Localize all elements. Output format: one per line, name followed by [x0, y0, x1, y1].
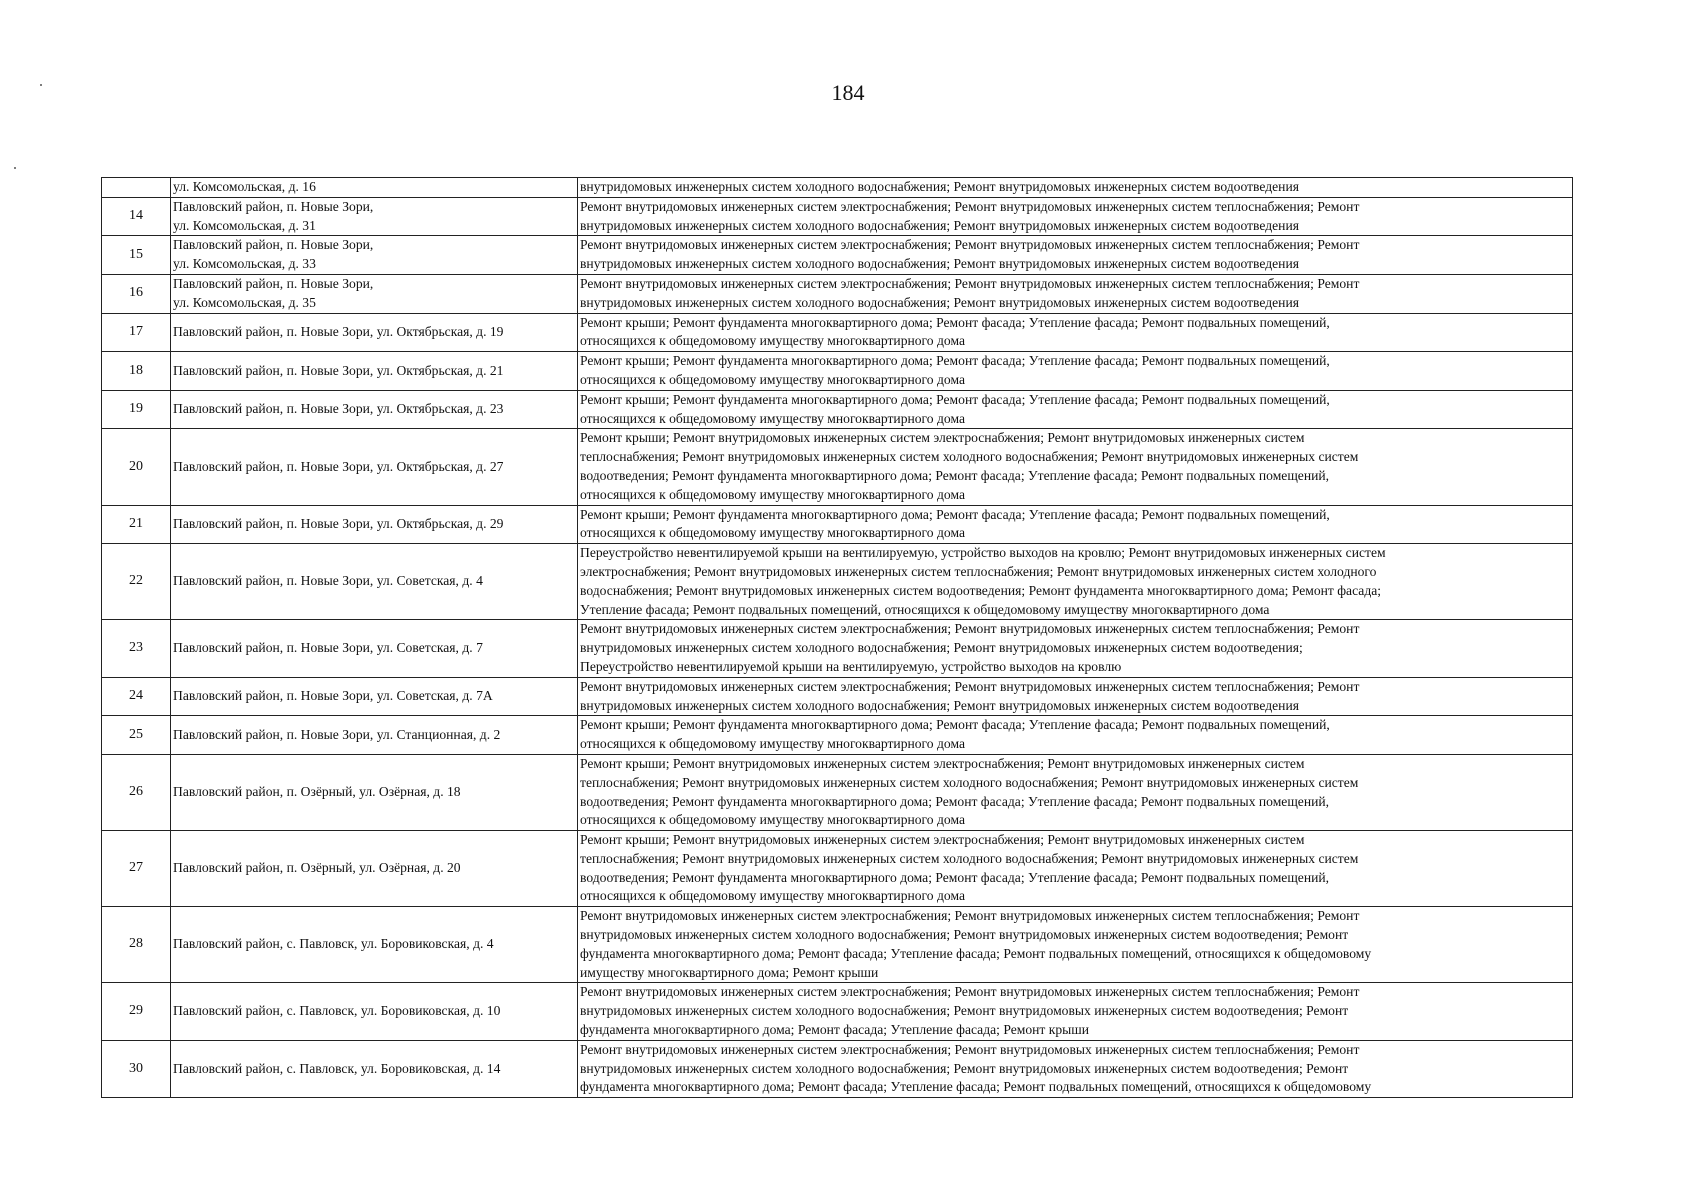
address-cell [171, 178, 578, 198]
row-number-cell [102, 620, 171, 677]
row-number-cell-line: 17 [129, 323, 143, 339]
address-cell [171, 620, 578, 677]
table-row [102, 983, 1573, 1040]
row-number-cell [102, 754, 171, 830]
address-cell-line: ул. Комсомольская, д. 16 [173, 179, 316, 194]
works-cell-line: Ремонт крыши; Ремонт внутридомовых инженерных систем электроснабжения; Ремонт внутридомовых инженерных систем [580, 832, 1305, 848]
table-row [102, 544, 1573, 620]
table-row [102, 274, 1573, 313]
works-cell-line: Ремонт внутридомовых инженерных систем электроснабжения; Ремонт внутридомовых инженерных систем теплоснабжения; Ремонт [580, 1041, 1360, 1057]
works-cell-line: внутридомовых инженерных систем холодного водоснабжения; Ремонт внутридомовых инженерных систем водоотведения [580, 256, 1299, 272]
address-cell-line: Павловский район, п. Озёрный, ул. Озёрная, д. 20 [173, 860, 461, 876]
works-cell-line: Ремонт крыши; Ремонт фундамента многоквартирного дома; Ремонт фасада; Утепление фасада; Ремонт подвальных помещений, [580, 717, 1330, 733]
works-table-container [101, 177, 1573, 1098]
works-cell-line: Ремонт крыши; Ремонт фундамента многоквартирного дома; Ремонт фасада; Утепление фасада; Ремонт подвальных помещений, [580, 353, 1330, 369]
address-cell [171, 907, 578, 983]
table-row [102, 677, 1573, 716]
row-number-cell-line: 28 [129, 936, 143, 952]
works-cell [578, 236, 1573, 275]
works-cell-line: Ремонт внутридомовых инженерных систем электроснабжения; Ремонт внутридомовых инженерных систем теплоснабжения; Ремонт [580, 198, 1360, 214]
works-cell-line: электроснабжения; Ремонт внутридомовых инженерных систем теплоснабжения; Ремонт внутридомовых инженерных систем холодного [580, 563, 1377, 579]
works-cell-line: внутридомовых инженерных систем холодного водоснабжения; Ремонт внутридомовых инженерных систем водоотведения [580, 697, 1299, 713]
table-row [102, 505, 1573, 544]
row-number-cell-line: 21 [129, 515, 143, 531]
works-cell [578, 505, 1573, 544]
table-row [102, 197, 1573, 236]
row-number-cell-line: 29 [129, 1003, 143, 1019]
address-cell-line: Павловский район, п. Новые Зори, [173, 198, 374, 214]
address-cell-line: Павловский район, п. Новые Зори, ул. Станционная, д. 2 [173, 726, 501, 742]
table-row [102, 390, 1573, 429]
scan-speck [40, 84, 42, 86]
works-cell-line: Ремонт внутридомовых инженерных систем электроснабжения; Ремонт внутридомовых инженерных систем теплоснабжения; Ремонт [580, 984, 1360, 1000]
address-cell-line: Павловский район, п. Новые Зори, [173, 275, 374, 291]
works-cell-line: Утепление фасада; Ремонт подвальных помещений, относящихся к общедомовому имуществу многоквартирного дома [580, 601, 1270, 617]
works-cell-line: Ремонт крыши; Ремонт фундамента многоквартирного дома; Ремонт фасада; Утепление фасада; Ремонт подвальных помещений, [580, 314, 1330, 330]
works-table-body [102, 178, 1573, 1098]
works-cell [578, 352, 1573, 391]
works-cell-line: Ремонт внутридомовых инженерных систем электроснабжения; Ремонт внутридомовых инженерных систем теплоснабжения; Ремонт [580, 237, 1360, 253]
row-number-cell [102, 178, 171, 198]
works-cell-line: Ремонт внутридомовых инженерных систем электроснабжения; Ремонт внутридомовых инженерных систем теплоснабжения; Ремонт [580, 908, 1360, 924]
works-cell [578, 754, 1573, 830]
row-number-cell [102, 313, 171, 352]
works-cell [578, 907, 1573, 983]
works-cell-line: теплоснабжения; Ремонт внутридомовых инженерных систем холодного водоснабжения; Ремонт внутридомовых инженерных систем [580, 850, 1359, 866]
address-cell [171, 390, 578, 429]
address-cell-line: Павловский район, п. Новые Зори, ул. Октябрьская, д. 21 [173, 362, 504, 378]
works-cell [578, 544, 1573, 620]
address-cell [171, 1040, 578, 1097]
table-row [102, 352, 1573, 391]
table-row [102, 831, 1573, 907]
row-number-cell [102, 1040, 171, 1097]
row-number-cell-line: 14 [129, 208, 143, 224]
works-cell [578, 274, 1573, 313]
row-number-cell [102, 677, 171, 716]
address-cell [171, 754, 578, 830]
address-cell-line: Павловский район, с. Павловск, ул. Боровиковская, д. 4 [173, 936, 494, 952]
works-cell-line: внутридомовых инженерных систем холодного водоснабжения; Ремонт внутридомовых инженерных систем водоотведения; Ремонт [580, 927, 1349, 943]
row-number-cell [102, 716, 171, 755]
works-cell-line: относящихся к общедомовому имуществу многоквартирного дома [580, 333, 965, 349]
works-cell-line: относящихся к общедомовому имуществу многоквартирного дома [580, 410, 965, 426]
row-number-cell-line: 16 [129, 285, 143, 301]
works-cell-line: Переустройство невентилируемой крыши на вентилируемую, устройство выходов на кровлю; Ремонт внутридомовых инженерных систем [580, 545, 1386, 561]
row-number-cell-line: 19 [129, 401, 143, 417]
works-cell-line: фундамента многоквартирного дома; Ремонт фасада; Утепление фасада; Ремонт подвальных помещений, относящихся к общедомовому [580, 1079, 1372, 1095]
address-cell [171, 197, 578, 236]
address-cell-line: Павловский район, п. Новые Зори, ул. Октябрьская, д. 23 [173, 401, 504, 417]
works-cell-line: водоотведения; Ремонт фундамента многоквартирного дома; Ремонт фасада; Утепление фасада; Ремонт подвальных помещений, [580, 467, 1330, 483]
table-row [102, 1040, 1573, 1097]
address-cell-line: Павловский район, п. Новые Зори, ул. Советская, д. 7 [173, 640, 483, 656]
row-number-cell-line: 27 [129, 860, 143, 876]
address-cell [171, 352, 578, 391]
address-cell-line: ул. Комсомольская, д. 33 [173, 256, 316, 272]
works-cell-line: теплоснабжения; Ремонт внутридомовых инженерных систем холодного водоснабжения; Ремонт внутридомовых инженерных систем [580, 449, 1359, 465]
row-number-cell-line: 25 [129, 726, 143, 742]
row-number-cell-line: 26 [129, 784, 143, 800]
table-row [102, 620, 1573, 677]
works-cell-line: Ремонт крыши; Ремонт внутридомовых инженерных систем электроснабжения; Ремонт внутридомовых инженерных систем [580, 755, 1305, 771]
works-cell-line: внутридомовых инженерных систем холодного водоснабжения; Ремонт внутридомовых инженерных систем водоотведения [580, 294, 1299, 310]
works-cell-line: Ремонт крыши; Ремонт внутридомовых инженерных систем электроснабжения; Ремонт внутридомовых инженерных систем [580, 430, 1305, 446]
row-number-cell [102, 352, 171, 391]
address-cell-line: ул. Комсомольская, д. 35 [173, 294, 316, 310]
address-cell [171, 831, 578, 907]
address-cell-line: Павловский район, п. Новые Зори, ул. Советская, д. 7А [173, 688, 493, 704]
works-cell-line: внутридомовых инженерных систем холодного водоснабжения; Ремонт внутридомовых инженерных систем водоотведения; [580, 640, 1303, 656]
works-cell-line: водоснабжения; Ремонт внутридомовых инженерных систем водоотведения; Ремонт фундамента многоквартирного дома; Ремонт фасада; [580, 582, 1382, 598]
row-number-cell [102, 505, 171, 544]
row-number-cell [102, 544, 171, 620]
address-cell-line: Павловский район, с. Павловск, ул. Боровиковская, д. 10 [173, 1003, 501, 1019]
works-cell-line: фундамента многоквартирного дома; Ремонт фасада; Утепление фасада; Ремонт крыши [580, 1022, 1090, 1038]
works-cell-line: внутридомовых инженерных систем холодного водоснабжения; Ремонт внутридомовых инженерных систем водоотведения; Ремонт [580, 1003, 1349, 1019]
works-cell [578, 677, 1573, 716]
address-cell [171, 544, 578, 620]
row-number-cell [102, 274, 171, 313]
address-cell [171, 716, 578, 755]
table-row [102, 907, 1573, 983]
address-cell [171, 313, 578, 352]
row-number-cell-line: 15 [129, 246, 143, 262]
row-number-cell-line: 18 [129, 362, 143, 378]
table-row [102, 754, 1573, 830]
works-cell-line: относящихся к общедомовому имуществу многоквартирного дома [580, 371, 965, 387]
row-number-cell [102, 236, 171, 275]
row-number-cell [102, 197, 171, 236]
works-cell-line: Ремонт внутридомовых инженерных систем электроснабжения; Ремонт внутридомовых инженерных систем теплоснабжения; Ремонт [580, 621, 1360, 637]
address-cell [171, 677, 578, 716]
works-cell-line: внутридомовых инженерных систем холодного водоснабжения; Ремонт внутридомовых инженерных систем водоотведения [580, 179, 1299, 194]
works-cell-line: Переустройство невентилируемой крыши на вентилируемую, устройство выходов на кровлю [580, 658, 1122, 674]
address-cell-line: Павловский район, п. Новые Зори, ул. Советская, д. 4 [173, 573, 483, 589]
address-cell [171, 983, 578, 1040]
works-cell [578, 313, 1573, 352]
works-cell [578, 831, 1573, 907]
address-cell [171, 274, 578, 313]
address-cell-line: Павловский район, п. Озёрный, ул. Озёрная, д. 18 [173, 784, 461, 800]
row-number-cell-line: 20 [129, 458, 143, 474]
table-row [102, 236, 1573, 275]
works-cell [578, 983, 1573, 1040]
row-number-cell [102, 831, 171, 907]
works-cell-line: внутридомовых инженерных систем холодного водоснабжения; Ремонт внутридомовых инженерных систем водоотведения; Ремонт [580, 1060, 1349, 1076]
works-cell-line: Ремонт внутридомовых инженерных систем электроснабжения; Ремонт внутридомовых инженерных систем теплоснабжения; Ремонт [580, 678, 1360, 694]
row-number-cell-line: 23 [129, 640, 143, 656]
row-number-cell [102, 390, 171, 429]
address-cell-line: Павловский район, п. Новые Зори, ул. Октябрьская, д. 29 [173, 515, 504, 531]
address-cell-line: Павловский район, с. Павловск, ул. Боровиковская, д. 14 [173, 1060, 501, 1076]
works-table [101, 177, 1573, 1098]
works-cell-line: относящихся к общедомовому имуществу многоквартирного дома [580, 486, 965, 502]
works-cell [578, 716, 1573, 755]
works-cell-line: водоотведения; Ремонт фундамента многоквартирного дома; Ремонт фасада; Утепление фасада; Ремонт подвальных помещений, [580, 869, 1330, 885]
address-cell-line: Павловский район, п. Новые Зори, ул. Октябрьская, д. 27 [173, 458, 504, 474]
table-row [102, 716, 1573, 755]
works-cell-line: Ремонт внутридомовых инженерных систем электроснабжения; Ремонт внутридомовых инженерных систем теплоснабжения; Ремонт [580, 275, 1360, 291]
works-cell-line: относящихся к общедомовому имуществу многоквартирного дома [580, 812, 965, 828]
works-cell [578, 429, 1573, 505]
row-number-cell [102, 907, 171, 983]
works-cell-line: относящихся к общедомовому имуществу многоквартирного дома [580, 888, 965, 904]
address-cell [171, 429, 578, 505]
row-number-cell [102, 983, 171, 1040]
address-cell-line: Павловский район, п. Новые Зори, ул. Октябрьская, д. 19 [173, 323, 504, 339]
row-number-cell-line: 30 [129, 1060, 143, 1076]
row-number-cell-line: 22 [129, 573, 143, 589]
address-cell-line: Павловский район, п. Новые Зори, [173, 237, 374, 253]
works-cell [578, 178, 1573, 198]
row-number-cell-line: 24 [129, 688, 143, 704]
works-cell [578, 390, 1573, 429]
works-cell-line: водоотведения; Ремонт фундамента многоквартирного дома; Ремонт фасада; Утепление фасада; Ремонт подвальных помещений, [580, 793, 1330, 809]
works-cell-line: Ремонт крыши; Ремонт фундамента многоквартирного дома; Ремонт фасада; Утепление фасада; Ремонт подвальных помещений, [580, 506, 1330, 522]
scan-speck [14, 167, 16, 169]
table-row [102, 429, 1573, 505]
table-row [102, 178, 1573, 198]
works-cell-line: Ремонт крыши; Ремонт фундамента многоквартирного дома; Ремонт фасада; Утепление фасада; Ремонт подвальных помещений, [580, 391, 1330, 407]
works-cell-line: относящихся к общедомовому имуществу многоквартирного дома [580, 525, 965, 541]
works-cell-line: относящихся к общедомовому имуществу многоквартирного дома [580, 736, 965, 752]
works-cell [578, 197, 1573, 236]
works-cell-line: теплоснабжения; Ремонт внутридомовых инженерных систем холодного водоснабжения; Ремонт внутридомовых инженерных систем [580, 774, 1359, 790]
address-cell [171, 236, 578, 275]
row-number-cell [102, 429, 171, 505]
page-number: 184 [831, 80, 865, 105]
address-cell-line: ул. Комсомольская, д. 31 [173, 217, 316, 233]
table-row [102, 313, 1573, 352]
works-cell [578, 620, 1573, 677]
address-cell [171, 505, 578, 544]
works-cell-line: фундамента многоквартирного дома; Ремонт фасада; Утепление фасада; Ремонт подвальных помещений, относящихся к общедомовому [580, 945, 1372, 961]
works-cell [578, 1040, 1573, 1097]
works-cell-line: внутридомовых инженерных систем холодного водоснабжения; Ремонт внутридомовых инженерных систем водоотведения [580, 217, 1299, 233]
works-cell-line: имуществу многоквартирного дома; Ремонт крыши [580, 964, 879, 980]
